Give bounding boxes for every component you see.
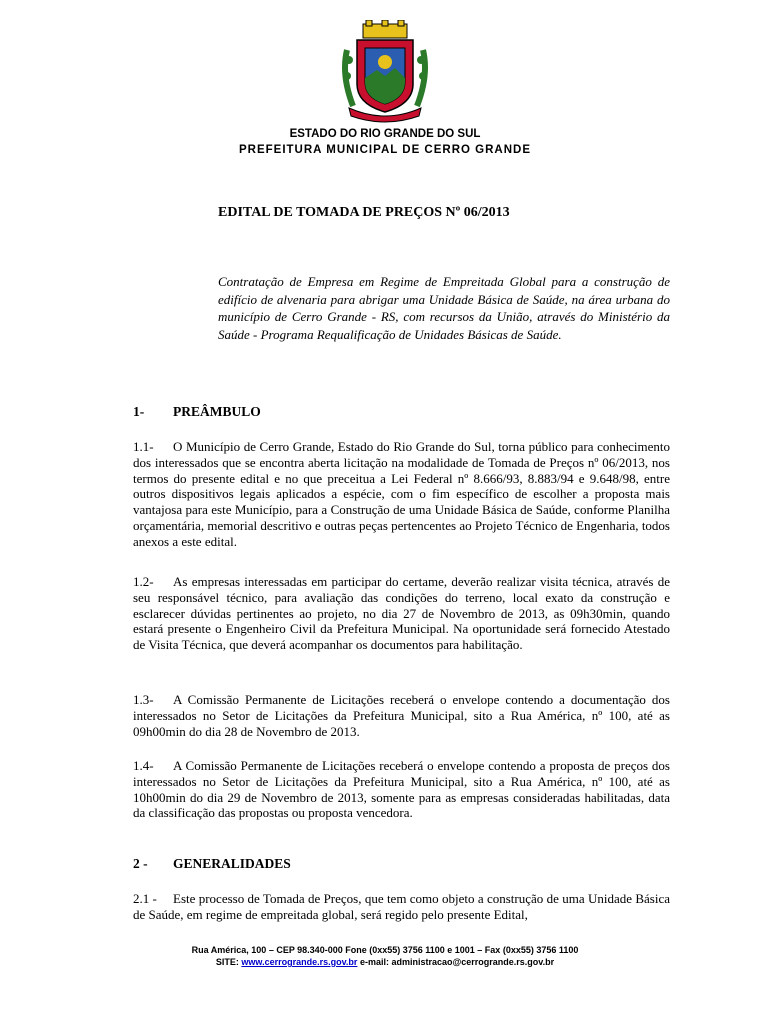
section-number: 1- — [133, 404, 145, 419]
section-title: PREÂMBULO — [173, 404, 261, 419]
paragraph-number: 1.3- — [133, 692, 154, 707]
paragraph-number: 1.1- — [133, 439, 154, 454]
footer-address: Rua América, 100 – CEP 98.340-000 Fone (0xx55) 3756 1100 e 1001 – Fax (0xx55) 3756 1100 — [191, 945, 579, 955]
footer-site-link[interactable]: www.cerrogrande.rs.gov.br — [241, 957, 358, 967]
paragraph-number: 1.2- — [133, 574, 154, 589]
paragraph-number: 2.1 - — [133, 891, 157, 906]
paragraph-text: As empresas interessadas em participar do certame, deverão realizar visita técnica, através de seu responsável técnico, para avaliação das condições do terreno, local exato da construção e esclarecer dúvidas pertinentes ao projeto, no dia 27 de Novembro de 2013, as 09h30min, quando estará presente o Engenheiro Civil da Prefeitura Municipal. Na oportunidade será fornecido Atestado de Visita Técnica, que deverá acompanhar os documentos para habilitação. — [133, 574, 670, 653]
state-heading: ESTADO DO RIO GRANDE DO SUL — [289, 128, 481, 140]
municipal-crest-icon — [339, 20, 431, 124]
footer-email: e-mail: administracao@cerrogrande.rs.gov.br — [359, 957, 555, 967]
document-title: EDITAL DE TOMADA DE PREÇOS Nº 06/2013 — [218, 205, 510, 220]
paragraph-text: A Comissão Permanente de Licitações receberá o envelope contendo a proposta de preços dos interessados no Setor de Licitações da Prefeitura Municipal, sito a Rua América, nº 100, até as 10h00min do dia 29 de Novembro de 2013, somente para as empresas consideradas habilitadas, data da classificação das propostas ou proposta vencedora. — [133, 758, 670, 821]
paragraph-1-1 — [133, 439, 670, 550]
section-heading-generalidades — [133, 856, 291, 872]
document-summary: Contratação de Empresa em Regime de Empreitada Global para a construção de edifício de alvenaria para abrigar uma Unidade Básica de Saúde, na área urbana do município de Cerro Grande - RS, com recursos da União, através do Ministério da Saúde - Programa Requalificação de Unidades Básicas de Saúde. — [218, 274, 670, 342]
footer-site-label: SITE: — [215, 957, 239, 967]
paragraph-number: 1.4- — [133, 758, 154, 773]
paragraph-text: A Comissão Permanente de Licitações receberá o envelope contendo a documentação dos interessados no Setor de Licitações da Prefeitura Municipal, sito a Rua América, nº 100, até as 09h00min do dia 28 de Novembro de 2013. — [133, 692, 670, 739]
section-number: 2 - — [133, 856, 148, 871]
municipality-heading: PREFEITURA MUNICIPAL DE CERRO GRANDE — [239, 144, 531, 156]
paragraph-text: Este processo de Tomada de Preços, que tem como objeto a construção de uma Unidade Básica de Saúde, em regime de empreitada global, será regido pelo presente Edital, — [133, 891, 670, 922]
footer-contact — [0, 957, 770, 967]
paragraph-1-2 — [133, 574, 670, 653]
section-title: GENERALIDADES — [173, 856, 291, 871]
section-heading-preambulo — [133, 404, 261, 420]
paragraph-text: O Município de Cerro Grande, Estado do Rio Grande do Sul, torna público para conhecimento dos interessados que se encontra aberta licitação na modalidade de Tomada de Preços nº 06/2013, nos termos do presente edital e no que preceitua a Lei Federal nº 8.666/93, 8.883/94 e 9.648/98, entre outros dispositivos legais aplicados a espécie, com o fim específico de escolher a proposta mais vantajosa para este Município, para a Construção de uma Unidade Básica de Saúde, conforme Planilha orçamentária, memorial descritivo e outras peças pertencentes ao Projeto Técnico de Engenharia, todos anexos a este edital. — [133, 439, 670, 549]
paragraph-2-1 — [133, 891, 670, 923]
paragraph-1-4 — [133, 758, 670, 821]
paragraph-1-3 — [133, 692, 670, 739]
